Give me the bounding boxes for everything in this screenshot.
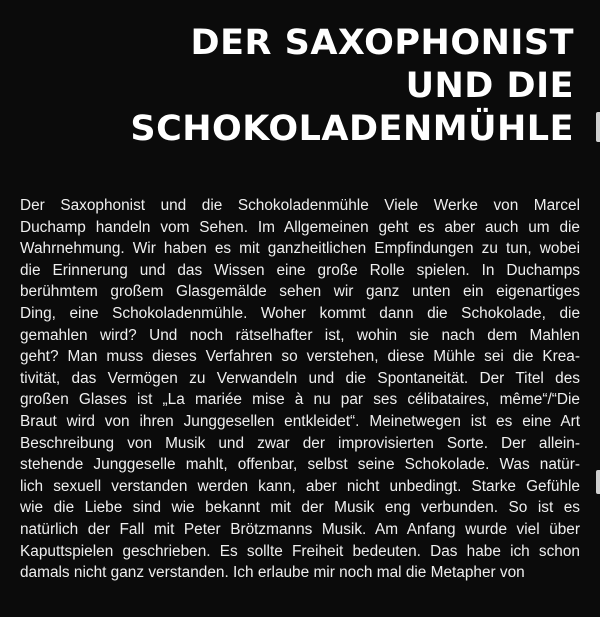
body-line: Wahrnehmung. Wir haben es mit ganzheitlichen Empfindungen zu tun, wobei bbox=[20, 240, 580, 258]
body-line: Ding, eine Schokoladenmühle. Woher kommt dann die Schokolade, die bbox=[20, 304, 580, 322]
body-line: Kaputtspielen geschrieben. Es sollte Freiheit bedeuten. Das habe ich schon bbox=[20, 542, 580, 560]
body-line: Braut wird von ihren Junggesellen entkleidet“. Meinetwegen ist es eine Art bbox=[20, 412, 580, 430]
page-edge-mark bbox=[596, 112, 600, 142]
body-line: natürlich der Fall mit Peter Brötzmanns Musik. Am Anfang wurde viel über bbox=[20, 520, 580, 538]
body-line: damals nicht ganz verstanden. Ich erlaube mir noch mal die Metapher von bbox=[20, 564, 525, 582]
body-line: wie die Liebe sind wie bekannt mit der Musik eng verbunden. So ist es bbox=[20, 499, 580, 517]
body-line: Der Saxophonist und die Schokoladenmühle Viele Werke von Marcel bbox=[20, 197, 580, 214]
body-line: stehende Junggeselle mahlt, offenbar, selbst seine Schokolade. Was natür- bbox=[20, 456, 580, 474]
title-line-1: DER SAXOPHONIST bbox=[190, 23, 574, 63]
body-line: geht? Man muss dieses Verfahren so verstehen, diese Mühle sei die Krea- bbox=[20, 348, 580, 366]
body-line: tivität, das Vermögen zu Verwandeln und die Spontaneität. Der Titel des bbox=[20, 369, 580, 387]
page-edge-mark bbox=[596, 470, 600, 494]
body-paragraph bbox=[20, 195, 580, 584]
page-title bbox=[54, 22, 574, 151]
body-line: Beschreibung von Musik und zwar der improvisierten Sorte. Der allein- bbox=[20, 434, 580, 452]
body-line: die Erinnerung und das Wissen eine große Rolle spielen. In Duchamps bbox=[20, 261, 580, 279]
title-line-3: SCHOKOLADENMÜHLE bbox=[130, 109, 574, 149]
title-line-2: UND DIE bbox=[405, 66, 574, 106]
body-line: gemahlen wird? Und noch rätselhafter ist, wohin sie nach dem Mahlen bbox=[20, 326, 580, 344]
body-line: berühmtem großem Glasgemälde sehen wir ganz unten ein eigenartiges bbox=[20, 283, 580, 301]
body-line: Duchamp handeln vom Sehen. Im Allgemeinen geht es aber auch um die bbox=[20, 218, 580, 236]
body-line: großen Glases ist „La mariée mise à nu par ses célibataires, même“/“Die bbox=[20, 391, 580, 409]
body-line: lich sexuell verstanden werden kann, aber nicht unbedingt. Starke Gefühle bbox=[20, 477, 580, 495]
